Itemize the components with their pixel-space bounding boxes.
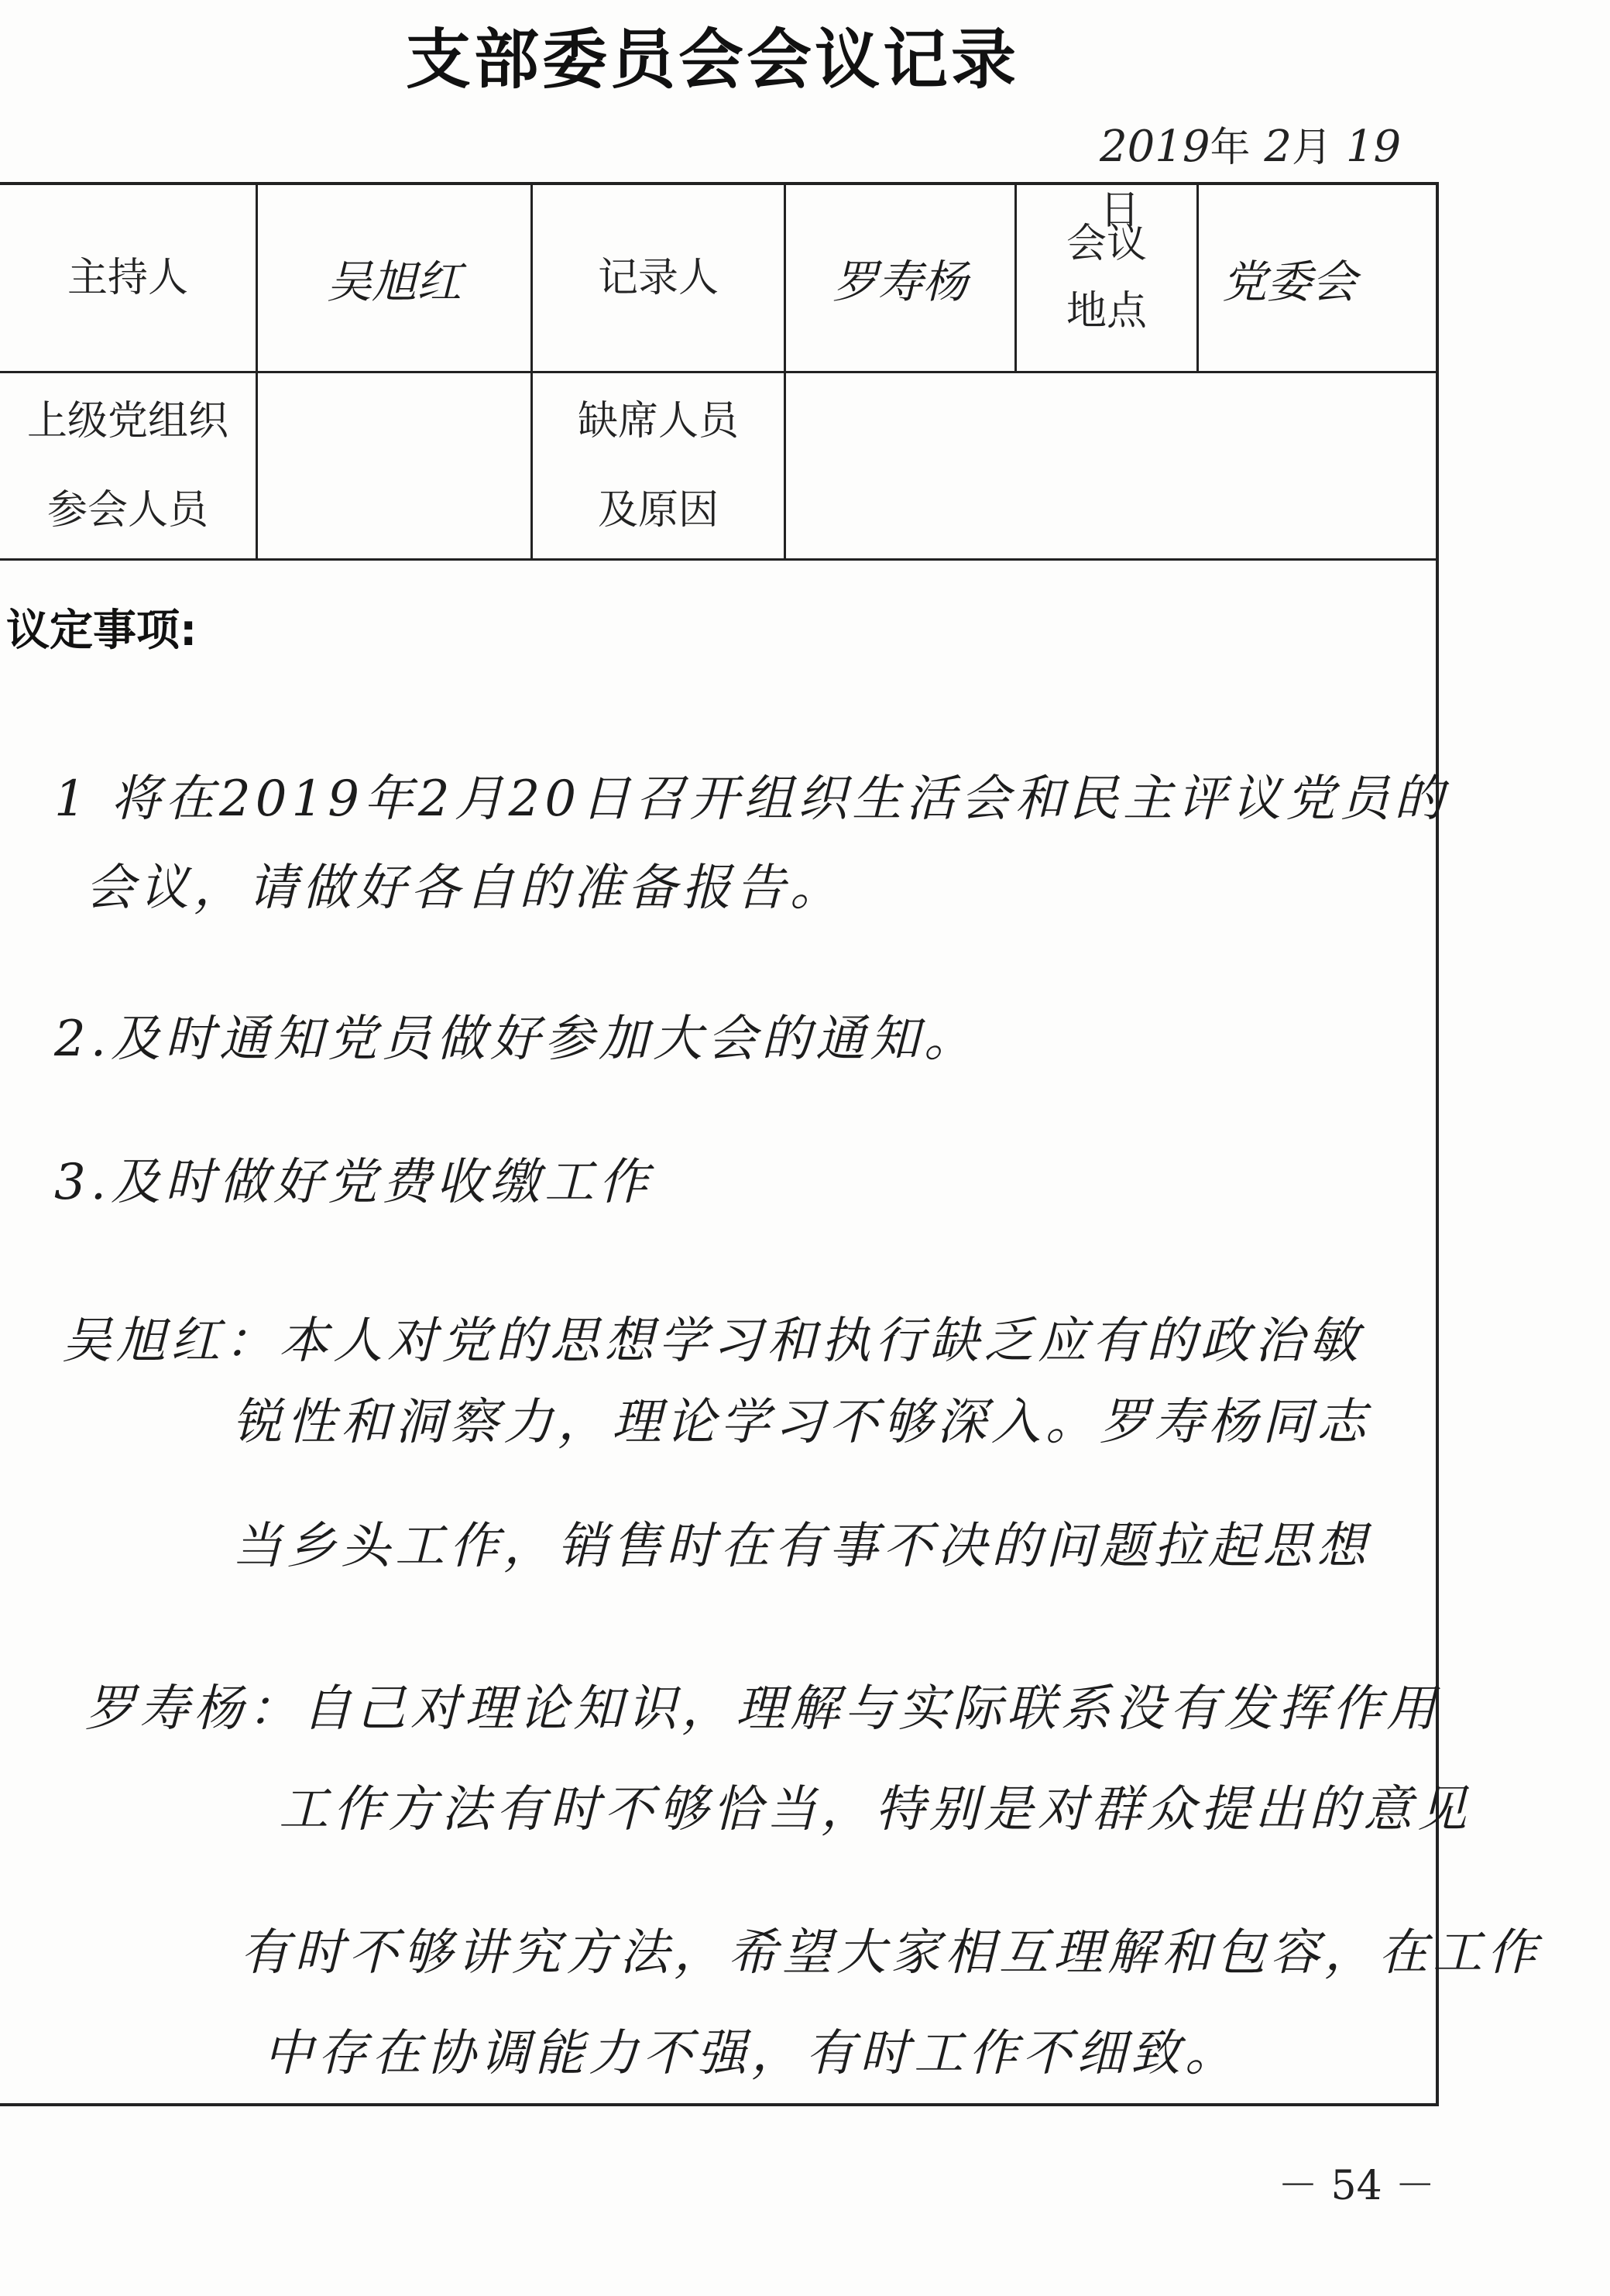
recorder-value: 罗寿杨 [832,256,968,308]
superior-value [258,373,530,558]
date-year-unit: 年 [1210,125,1251,171]
superior-label-line1: 上级党组织 [26,397,228,444]
absent-label-line2: 及原因 [597,486,719,534]
host-value: 吴旭红 [326,256,462,308]
agenda-line: 会议，请做好各自的准备报告。 [85,860,844,917]
agenda-line: 工作方法有时不够恰当，特别是对群众提出的意见 [279,1781,1471,1838]
absent-label-line1: 缺席人员 [577,397,739,444]
location-label [1017,185,1196,371]
agenda-label: 议定事项: [6,606,197,656]
absent-value [786,373,1436,558]
agenda-line: 当乡头工作，销售时在有事不决的问题拉起思想 [232,1518,1371,1575]
agenda-line: 有时不够讲究方法，希望大家相互理解和包容，在工作 [240,1924,1541,1982]
recorder-label: 记录人 [597,254,719,301]
location-label-line2: 地点 [1066,288,1147,335]
page-number: － 54 － [1278,2163,1436,2209]
date-month-unit: 月 [1291,125,1332,171]
page-title: 支部委员会会议记录 [405,22,1019,98]
agenda-line: 3.及时做好党费收缴工作 [54,1154,654,1211]
agenda-line: 1 将在2019年2月20日召开组织生活会和民主评议党员的 [54,770,1449,828]
agenda-line: 中存在协调能力不强，有时工作不细致。 [263,2025,1239,2082]
date-month: 2 [1264,122,1292,172]
superior-label [0,373,256,558]
meeting-date [1100,116,1425,234]
superior-label-line2: 参会人员 [46,486,208,534]
host-label: 主持人 [67,254,188,301]
date-day-unit: 日 [1100,187,1141,234]
agenda-line: 2.及时通知党员做好参加大会的通知。 [54,1011,979,1068]
agenda-line: 吴旭红：本人对党的思想学习和执行缺乏应有的政治敏 [62,1313,1363,1370]
row-divider-2 [0,558,1436,561]
agenda-line: 罗寿杨：自己对理论知识，理解与实际联系没有发挥作用 [85,1680,1440,1738]
location-label-line1: 会议 [1066,221,1147,267]
agenda-line: 锐性和洞察力，理论学习不够深入。罗寿杨同志 [232,1394,1371,1451]
date-day: 19 [1345,122,1402,172]
location-value: 党委会 [1222,256,1358,308]
absent-label [533,373,784,558]
date-year: 2019 [1100,122,1210,172]
